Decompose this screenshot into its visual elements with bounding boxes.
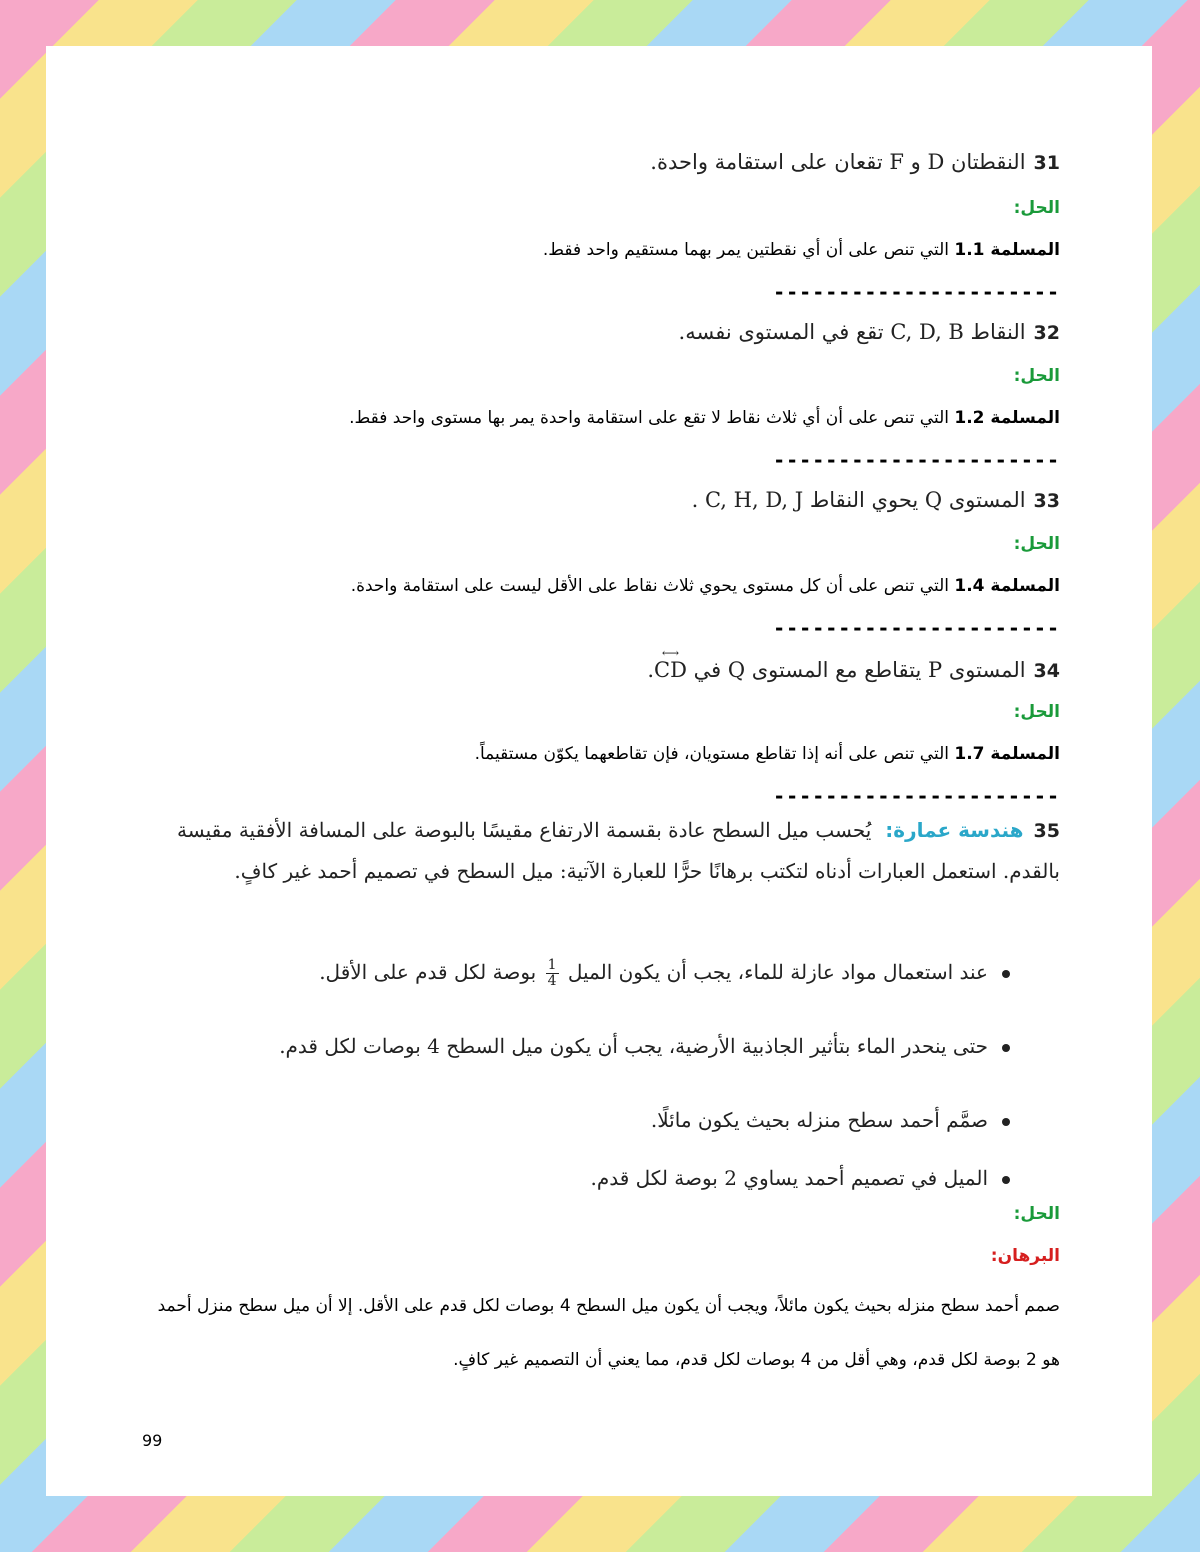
question-text: المستوى P يتقاطع مع المستوى Q في — [686, 658, 1026, 682]
solution-label: الحل: — [1013, 1204, 1060, 1224]
answer-text: التي تنص على أن أي ثلاث نقاط لا تقع على استقامة واحدة يمر بها مستوى واحد فقط. — [349, 408, 955, 428]
question-text: النقاط C, D, B تقع في المستوى نفسه. — [678, 320, 1026, 344]
question-32 — [679, 320, 1060, 344]
postulate-ref: المسلمة 1.4 — [954, 576, 1060, 596]
question-31 — [650, 150, 1060, 174]
page-content — [46, 46, 1152, 1496]
question-text: يُحسب ميل السطح عادة بقسمة الارتفاع مقيسًا بالبوصة على المسافة الأفقية مقيسة بالقدم. استعمل العبارات أدناه لتكتب برهانًا حرًّا للعبارة الآتية: ميل السطح في تصميم أحمد غير كافٍ. — [177, 818, 1060, 883]
separator: ---------------------- — [773, 280, 1060, 304]
question-number: 32 — [1033, 322, 1060, 344]
answer-32 — [349, 408, 1060, 428]
bullet-item: حتى ينحدر الماء بتأثير الجاذبية الأرضية، يجب أن يكون ميل السطح 4 بوصات لكل قدم. — [279, 1034, 1010, 1058]
answer-text: التي تنص على أن كل مستوى يحوي ثلاث نقاط على الأقل ليست على استقامة واحدة. — [350, 576, 955, 596]
bullet-icon — [1002, 1044, 1010, 1052]
separator: ---------------------- — [773, 784, 1060, 808]
line-notation: ⟷ CD — [654, 646, 687, 682]
postulate-ref: المسلمة 1.2 — [954, 408, 1060, 428]
question-number: 34 — [1033, 660, 1060, 682]
question-35 — [130, 810, 1060, 891]
question-number: 35 — [1033, 820, 1060, 842]
solution-label: الحل: — [1013, 366, 1060, 386]
question-text: المستوى Q يحوي النقاط C, H, D, J . — [691, 488, 1026, 512]
solution-label: الحل: — [1013, 534, 1060, 554]
answer-31 — [543, 240, 1060, 260]
page — [46, 46, 1152, 1496]
question-33 — [692, 488, 1060, 512]
fraction: $\frac{1}{4}$ — [547, 957, 557, 989]
bullet-icon — [1002, 970, 1010, 978]
answer-33 — [351, 576, 1060, 596]
separator: ---------------------- — [773, 616, 1060, 640]
page-number: 99 — [142, 1431, 163, 1450]
answer-text: التي تنص على أن أي نقطتين يمر بهما مستقيم واحد فقط. — [542, 240, 955, 260]
separator: ---------------------- — [773, 448, 1060, 472]
topic-tag: هندسة عمارة: — [885, 818, 1024, 842]
question-text: النقطتان D و F تقعان على استقامة واحدة. — [650, 150, 1026, 174]
question-number: 31 — [1033, 152, 1060, 174]
bullet-icon — [1002, 1176, 1010, 1184]
answer-text: التي تنص على أنه إذا تقاطع مستويان، فإن تقاطعهما يكوّن مستقيماً. — [474, 744, 955, 764]
bullet-item: الميل في تصميم أحمد يساوي 2 بوصة لكل قدم. — [590, 1166, 1010, 1190]
question-number: 33 — [1033, 490, 1060, 512]
bullet-icon — [1002, 1118, 1010, 1126]
solution-label: الحل: — [1013, 198, 1060, 218]
answer-34 — [475, 744, 1060, 764]
double-arrow-icon: ⟷ — [661, 646, 680, 660]
solution-label: الحل: — [1013, 702, 1060, 722]
bullet-item: صمَّم أحمد سطح منزله بحيث يكون مائلًا. — [651, 1108, 1010, 1132]
postulate-ref: المسلمة 1.7 — [954, 744, 1060, 764]
proof-text: صمم أحمد سطح منزله بحيث يكون مائلاً، ويجب أن يكون ميل السطح 4 بوصات لكل قدم على الأقل. إلا أن ميل سطح منزل أحمد هو 2 بوصة لكل قدم، وهي أقل من 4 بوصات لكل قدم، مما يعني أن التصميم غير كافٍ. — [157, 1296, 1060, 1370]
postulate-ref: المسلمة 1.1 — [954, 240, 1060, 260]
question-34: 34المستوى P يتقاطع مع المستوى Q في ⟷ CD. — [647, 646, 1060, 682]
proof-label: البرهان: — [990, 1246, 1060, 1266]
bullet-item: عند استعمال مواد عازلة للماء، يجب أن يكون الميل $\frac{1}{4}$ بوصة لكل قدم على الأقل. — [319, 958, 1010, 989]
